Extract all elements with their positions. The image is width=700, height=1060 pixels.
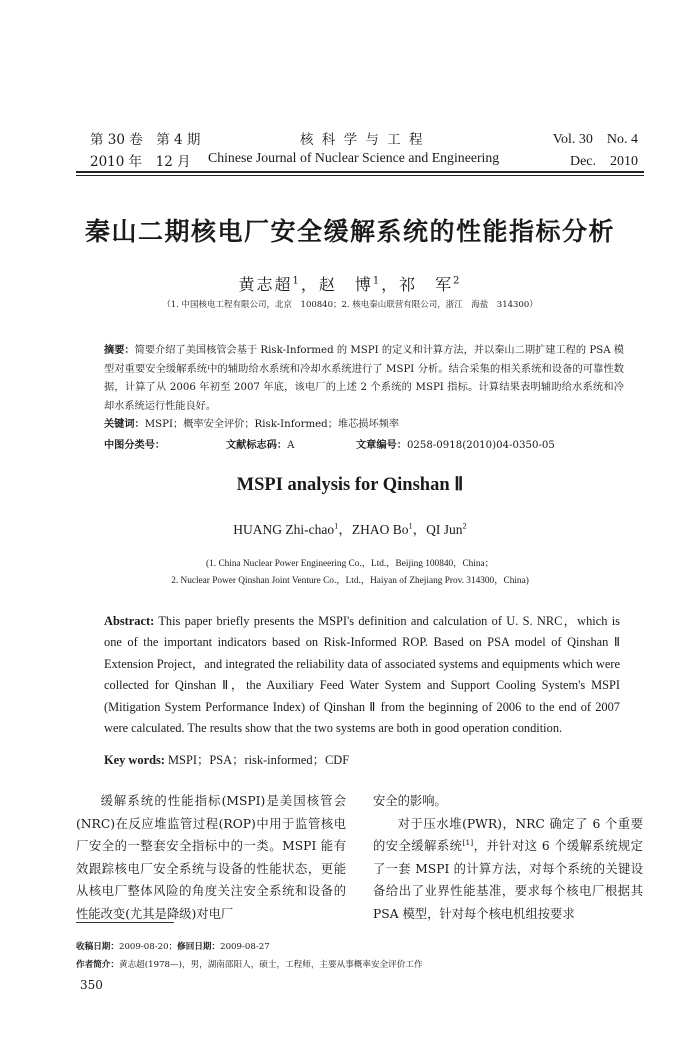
author-cn-3-mark: 2 [453, 275, 462, 287]
authors-en [0, 518, 700, 538]
keywords-en-label: Key words: [104, 753, 165, 767]
body-paragraph-2 [373, 813, 643, 926]
author-cn-2-mark: 1 [372, 275, 382, 287]
author-en-2: ，ZHAO Bo [338, 522, 409, 537]
body-paragraph-1-end: 安全的影响。 [373, 794, 447, 808]
received-date: 2009-08-20； [118, 942, 178, 952]
abstract-en [104, 611, 620, 739]
keywords-en: MSPI；PSA；risk-informed；CDF [168, 753, 350, 767]
author-cn-2: ，赵 博 [300, 275, 373, 294]
header-journal-en: Chinese Journal of Nuclear Science and Engineering [208, 150, 500, 165]
footnote-dates [76, 940, 270, 952]
revised-date: 2009-08-27 [220, 942, 270, 952]
body-column-left [76, 790, 346, 926]
paper-title-en: MSPI analysis for Qinshan Ⅱ [236, 475, 464, 495]
header-rule-thick [76, 171, 644, 173]
article-number-value: 0258-0918(2010)04-0350-05 [406, 440, 555, 451]
abstract-en-label: Abstract: [104, 614, 155, 628]
abstract-cn-text: 简要介绍了美国核管会基于 Risk-Informed 的 MSPI 的定义和计算方法，并以秦山二期扩建工程的 PSA 模型对重要安全缓解系统中的辅助给水系统和冷却水系统进行了 MSPI 分析。结合采集的相关系统和设备的可靠性数据，计算了从 2006 年初至 2007 年底，该电厂的上述 2 个系统的 MSPI 指标。计算结果表明辅助给水系统和冷却水系统运行性能良好。 [104, 345, 624, 412]
abstract-cn [104, 342, 624, 435]
footnote-author-bio [76, 958, 423, 970]
abstract-en-text: This paper briefly presents the MSPI's definition and calculation of U. S. NRC，which is one of the important indicators based on Risk-Informed ROP. Based on PSA model of Qinshan Ⅱ Extension Project，and integrated the reliability data of associated systems and equipments which were collected for Qinshan Ⅱ，the Auxiliary Feed Water System and Support Cooling System's MSPI (Mitigation System Performance Index) of Qinshan Ⅱ from the beginning of 2006 to the end of 2007 were calculated. The results show that the two systems are both in good operation condition. [104, 614, 620, 736]
footnote-rule [76, 922, 174, 923]
keywords-en-row [104, 750, 620, 768]
article-number-label: 文章编号： [356, 440, 407, 451]
affiliation-en-line-2: 2. Nuclear Power Qinshan Joint Venture Co.，Ltd.，Haiyan of Zhejiang Prov. 314300，China) [171, 576, 529, 586]
author-en-3-mark: 2 [462, 521, 467, 531]
header-volume-en: Vol. 30 No. 4 [552, 132, 638, 147]
body-paragraph-2-rest: ，并针对这 6 个缓解系统规定了一套 MSPI 的计算方法，对每个系统的关键设备给出了业界性能基准，要求每个核电厂根据其 PSA 模型，针对每个核电机组按要求 [373, 839, 643, 921]
header-rule-thin [76, 175, 644, 176]
keywords-cn: MSPI；概率安全评价；Risk-Informed；堆芯损坏频率 [144, 419, 400, 431]
keywords-cn-label: 关键词： [104, 419, 145, 431]
paper-title-cn: 秦山二期核电厂安全缓解系统的性能指标分析 [84, 217, 615, 246]
author-en-3: ，QI Jun [412, 522, 463, 537]
clc-label: 中图分类号： [104, 440, 166, 451]
citation-ref: [1] [462, 838, 474, 848]
body-paragraph-1: 缓解系统的性能指标(MSPI)是美国核管会(NRC)在反应堆监管过程(ROP)中用于监管核电厂安全的一整套安全指标中的一类。MSPI 能有效跟踪核电厂安全系统与设备的性能状态，更能从核电厂整体风险的角度关注安全系统和设备的性能改变(尤其是降级)对电厂 [76, 794, 346, 921]
body-column-right [373, 790, 643, 926]
author-en-1: HUANG Zhi-chao [233, 522, 335, 537]
page-number: 350 [80, 978, 103, 992]
header-date-en: Dec. 2010 [569, 154, 638, 169]
revised-date-label: 修回日期： [177, 942, 221, 952]
header-date-cn: 2010 年 12 月 [90, 154, 191, 170]
affiliation-cn: （1. 中国核电工程有限公司，北京 100840；2. 核电秦山联营有限公司，浙江 海盐 314300） [162, 300, 538, 310]
received-date-label: 收稿日期： [76, 942, 119, 952]
author-cn-1-mark: 1 [292, 275, 301, 287]
affiliation-en [0, 556, 700, 590]
affiliation-en-line-1: (1. China Nuclear Power Engineering Co.，Ltd.，Beijing 100840，China； [206, 559, 494, 569]
author-cn-1: 黄志超 [238, 275, 293, 294]
author-bio-label: 作者简介： [76, 960, 119, 970]
header-journal-cn: 核 科 学 与 工 程 [300, 132, 425, 148]
header-volume-issue: 第 30 卷 第 4 期 [90, 132, 201, 148]
author-cn-3: ，祁 军 [381, 275, 454, 294]
author-en-1-mark: 1 [334, 521, 339, 531]
author-bio: 黄志超(1978—)，男，湖南邵阳人，硕士，工程师，主要从事概率安全评价工作 [118, 960, 423, 970]
abstract-cn-label: 摘要： [104, 345, 135, 356]
doc-code-label: 文献标志码： [226, 440, 288, 451]
authors-cn [0, 272, 700, 295]
doc-code-value: A [287, 440, 295, 451]
author-en-2-mark: 1 [408, 521, 413, 531]
body-paragraph-2-start: 对于压水堆(PWR)，NRC 确定了 6 个重要的安全缓解系统 [373, 816, 643, 854]
